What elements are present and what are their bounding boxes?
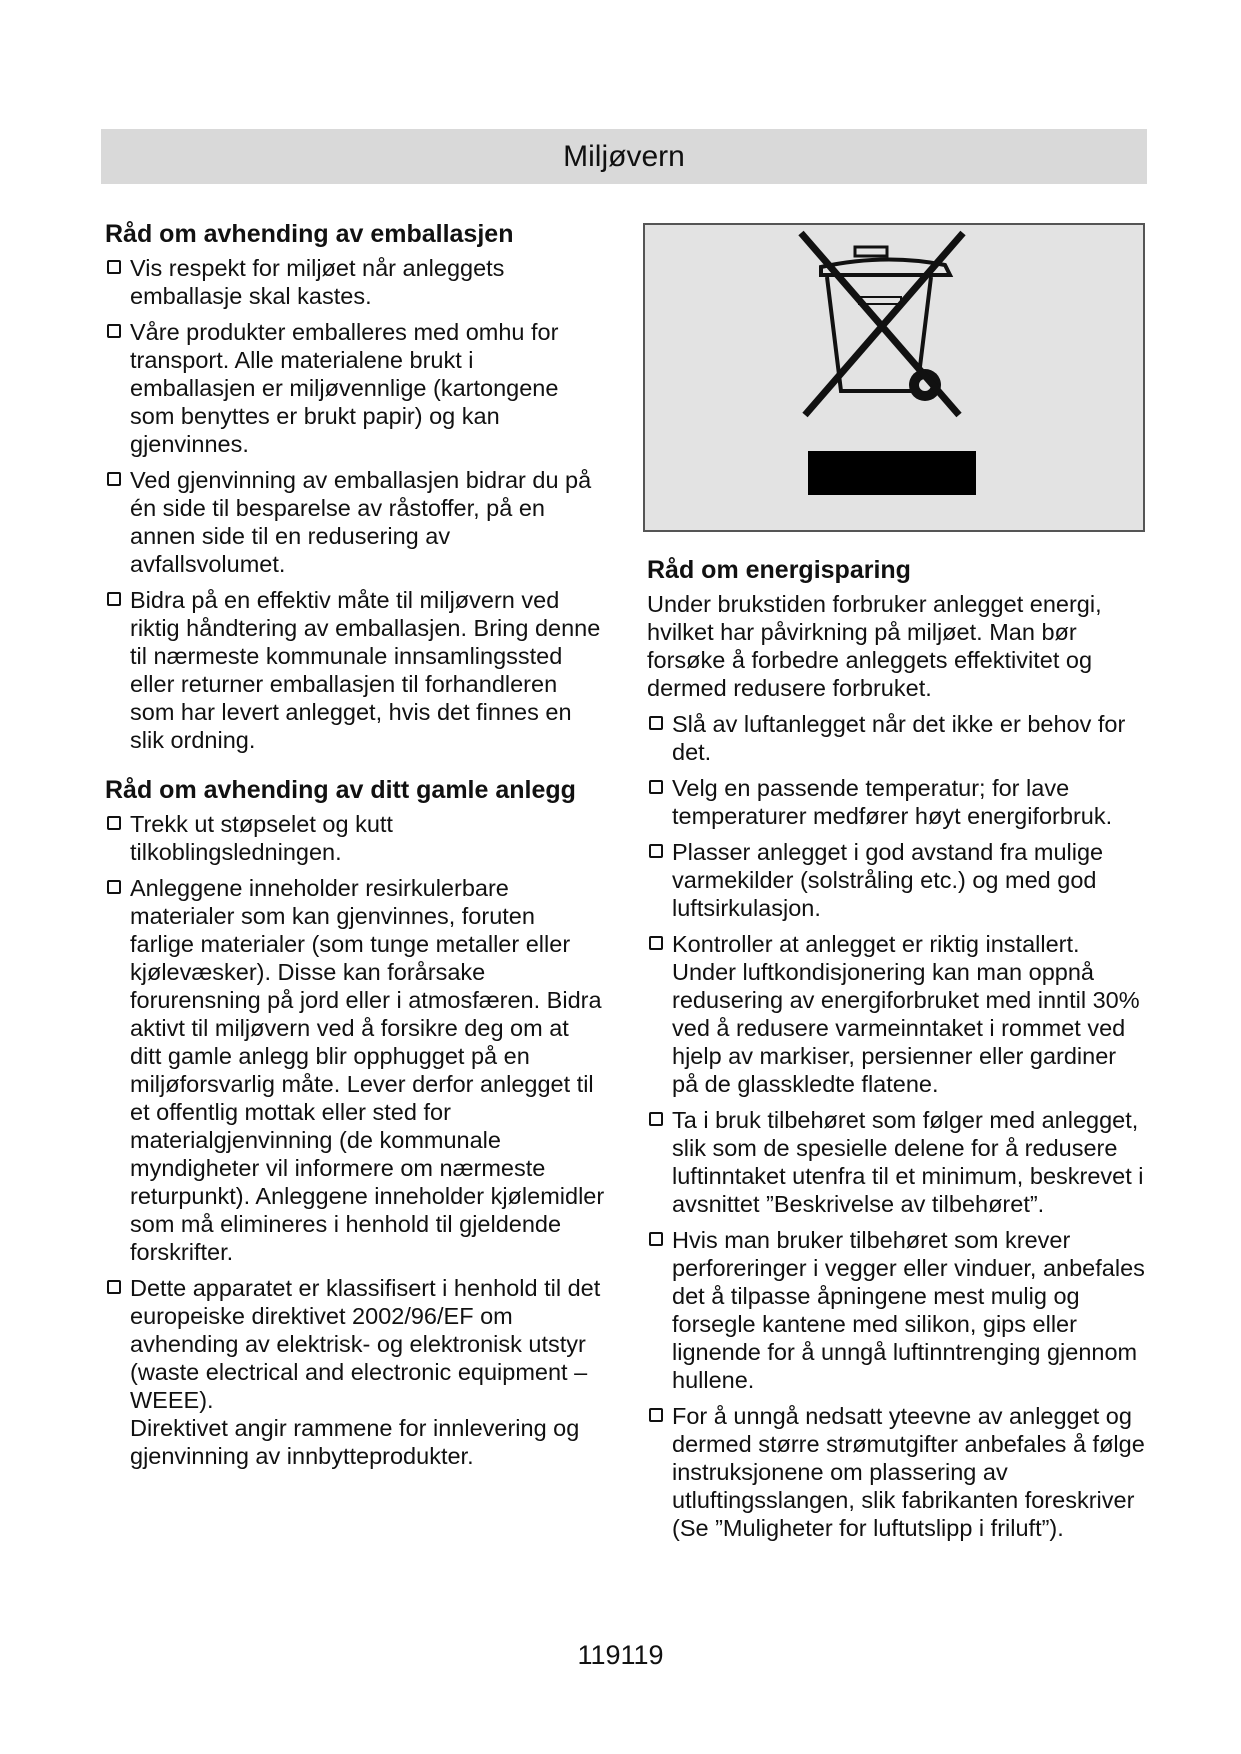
- heading-old-unit-disposal: Råd om avhending av ditt gamle anlegg: [105, 776, 576, 804]
- list-item: Velg en passende temperatur; for lave temperaturer medfører høyt energiforbruk.: [647, 774, 1147, 830]
- list-item: Ved gjenvinning av emballasjen bidrar du på én side til besparelse av råstoffer, på en annen side til en redusering av avfallsvolumet.: [105, 466, 605, 578]
- list-item: Dette apparatet er klassifisert i henhold til det europeiske direktivet 2002/96/EF om avhending av elektrisk- og elektronisk utstyr (waste electrical and electronic equipment – WEEE). Direktivet angir rammene for innlevering og gjenvinning av innbytteprodukter.: [105, 1274, 605, 1470]
- packaging-list: [105, 254, 605, 754]
- checkbox-bullet-icon: [649, 1232, 663, 1246]
- page-header: [101, 129, 1147, 184]
- list-item: For å unngå nedsatt yteevne av anlegget og dermed større strømutgifter anbefales å følge instruksjonene om plassering av utluftingsslangen, slik fabrikanten foreskriver (Se ”Muligheter for luftutslipp i friluft”).: [647, 1402, 1147, 1542]
- right-column: [647, 556, 1147, 1550]
- list-item: Bidra på en effektiv måte til miljøvern ved riktig håndtering av emballasjen. Bring denne til nærmeste kommunale innsamlingssted eller returner emballasjen til forhandleren som har levert anlegget, hvis det finnes en slik ordning.: [105, 586, 605, 754]
- checkbox-bullet-icon: [107, 472, 121, 486]
- list-item: Anleggene inneholder resirkulerbare materialer som kan gjenvinnes, foruten farlige materialer (som tunge metaller eller kjølevæsker). Disse kan forårsake forurensning på jord eller i atmosfæren. Bidra aktivt til miljøvern ved å forsikre deg om at ditt gamle anlegg blir opphugget på en miljøforsvarlig måte. Lever derfor anlegget til et offentlig mottak eller sted for materialgjenvinning (de kommunale myndigheter vil informere om nærmeste returpunkt). Anleggene inneholder kjølemidler som må elimineres i henhold til gjeldende forskrifter.: [105, 874, 605, 1266]
- list-item-continuation: Direktivet angir rammene for innlevering og gjenvinning av innbytteprodukter.: [130, 1415, 580, 1469]
- list-item: Ta i bruk tilbehøret som følger med anlegget, slik som de spesielle delene for å redusere luftinntaket utenfra til et minimum, beskrevet i avsnittet ”Beskrivelse av tilbehøret”.: [647, 1106, 1147, 1218]
- energy-list: [647, 710, 1147, 1542]
- checkbox-bullet-icon: [649, 780, 663, 794]
- checkbox-bullet-icon: [649, 1112, 663, 1126]
- checkbox-bullet-icon: [107, 816, 121, 830]
- list-item: Vis respekt for miljøet når anleggets emballasje skal kastes.: [105, 254, 605, 310]
- checkbox-bullet-icon: [107, 592, 121, 606]
- list-item: Trekk ut støpselet og kutt tilkoblingsledningen.: [105, 810, 605, 866]
- left-column: [105, 220, 605, 1478]
- checkbox-bullet-icon: [107, 324, 121, 338]
- list-item: Våre produkter emballeres med omhu for transport. Alle materialene brukt i emballasjen er miljøvennlige (kartongene som benyttes er brukt papir) og kan gjenvinnes.: [105, 318, 605, 458]
- list-item: Plasser anlegget i god avstand fra mulige varmekilder (solstråling etc.) og med god luftsirkulasjon.: [647, 838, 1147, 922]
- list-item: Kontroller at anlegget er riktig installert. Under luftkondisjonering kan man oppnå redusering av energiforbruket med inntil 30% ved å redusere varmeinntaket i rommet ved hjelp av markiser, persienner eller gardiner på de glasskledte flatene.: [647, 930, 1147, 1098]
- old-unit-list: [105, 810, 605, 1470]
- energy-intro: Under brukstiden forbruker anlegget energi, hvilket har påvirkning på miljøet. Man bør forsøke å forbedre anleggets effektivitet og dermed redusere forbruket.: [647, 591, 1102, 701]
- heading-packaging-disposal: Råd om avhending av emballasjen: [105, 220, 514, 248]
- checkbox-bullet-icon: [107, 880, 121, 894]
- checkbox-bullet-icon: [649, 1408, 663, 1422]
- list-item: Hvis man bruker tilbehøret som krever perforeringer i vegger eller vinduer, anbefales det å tilpasse åpningene mest mulig og forsegle kantene med silikon, gips eller lignende for å unngå luftinntrenging gjennom hullene.: [647, 1226, 1147, 1394]
- page-title: Miljøvern: [563, 139, 685, 173]
- list-item: Slå av luftanlegget når det ikke er behov for det.: [647, 710, 1147, 766]
- checkbox-bullet-icon: [649, 936, 663, 950]
- weee-symbol-figure: [643, 223, 1145, 532]
- checkbox-bullet-icon: [649, 844, 663, 858]
- crossed-out-wheelie-bin-icon: [645, 225, 1143, 530]
- checkbox-bullet-icon: [107, 260, 121, 274]
- checkbox-bullet-icon: [107, 1280, 121, 1294]
- heading-energy-saving: Råd om energisparing: [647, 556, 911, 584]
- page-number: 119119: [577, 1640, 664, 1670]
- checkbox-bullet-icon: [649, 716, 663, 730]
